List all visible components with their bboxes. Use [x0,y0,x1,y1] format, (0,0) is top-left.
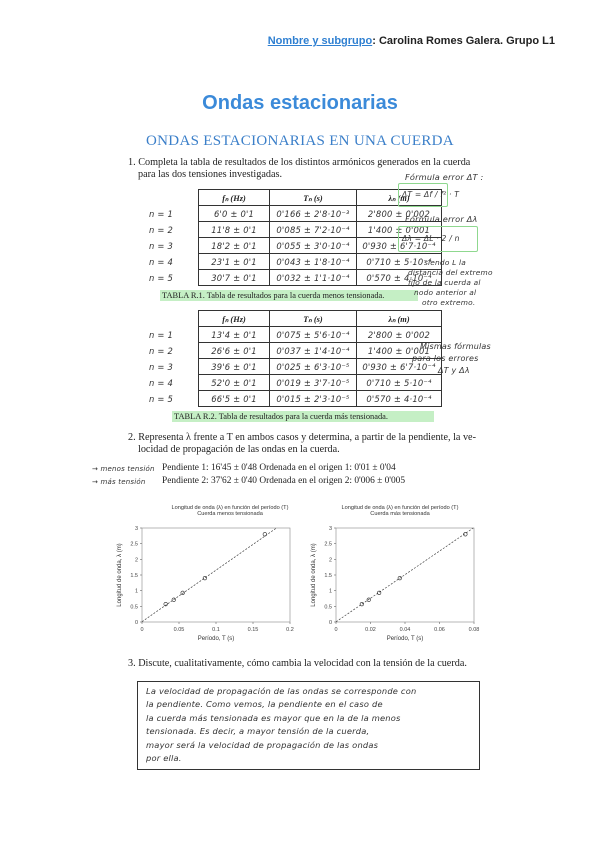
more-tension-tag: → más tensión [92,478,146,486]
question-2-line-2: locidad de propagación de las ondas en la cuerda. [138,444,340,455]
y-tick-label: 1 [328,588,332,595]
period-cell: 0'019 ± 3'7·10⁻⁵ [270,375,357,391]
y-tick-label: 1.5 [130,573,138,579]
y-tick-label: 0 [134,620,138,626]
wavelength-cell: 0'710 ± 5·10⁻⁴ [357,375,442,391]
wavelength-cell: 1'400 ± 0'001 [357,343,442,359]
period-cell: 0'025 ± 6'3·10⁻⁵ [270,359,357,375]
page-title: Ondas estacionarias [202,92,398,114]
error-formula-lambda-label: Fórmula error Δλ [405,214,478,224]
frequency-cell: 39'6 ± 0'1 [199,359,270,375]
chart-1-plot [112,522,302,644]
answer-box [137,681,480,770]
wavelength-cell: 0'710 ± 5·10⁻⁴ [357,254,442,270]
fit-line [336,528,473,622]
wavelength-cell: 0'930 ± 6'7·10⁻⁴ [357,359,442,375]
less-tension-tag: → menos tensión [92,465,155,473]
y-tick-label: 3 [134,526,138,532]
harmonic-label: n = 2 [149,345,173,356]
harmonic-label: n = 2 [149,224,173,235]
plot-frame [142,528,290,622]
distance-note: siendo L la distancia del extremo fijo de la cuerda al nodo anterior al otro extremo. [408,258,493,307]
section-title: ONDAS ESTACIONARIAS EN UNA CUERDA [146,133,454,149]
y-tick-label: 0 [328,620,332,626]
results-table-2 [146,310,442,407]
harmonic-label: n = 4 [149,256,173,267]
wavelength-cell: 2'800 ± 0'002 [357,206,442,222]
x-tick-label: 0 [140,627,144,633]
frequency-cell: 23'1 ± 0'1 [199,254,270,270]
y-tick-label: 3 [328,526,332,532]
error-formula-lambda: Δλ = ΔL · 2 / n [402,234,460,243]
fit-line [142,528,277,622]
slope-2-line: Pendiente 2: 37'62 ± 0'40 Ordenada en el origen 2: 0'006 ± 0'005 [162,476,406,486]
table-row [146,206,442,222]
x-axis-label: Período, T (s) [386,636,424,642]
frequency-cell: 66'5 ± 0'1 [199,391,270,407]
period-cell: 0'166 ± 2'8·10⁻³ [270,206,357,222]
frequency-cell: 13'4 ± 0'1 [199,327,270,343]
answer-text: La velocidad de propagación de las ondas se corresponde con la pendiente. Como vemos, la pendiente en el caso de la cuerda más tensionada es mayor que en la de la menos tensionada. Es decir, a mayor tensión de la cuerda, mayor será la velocidad de propagación de las ondas por ella. [146,686,417,764]
harmonic-label: n = 3 [149,240,173,251]
same-formulas-note: Mismas fórmulas para los errores ΔT y Δλ [412,342,491,375]
column-header-period: Tₙ (s) [270,190,357,206]
table-row [146,375,442,391]
harmonic-label: n = 4 [149,377,173,388]
harmonic-label: n = 3 [149,361,173,372]
x-tick-label: 0.08 [468,627,480,633]
y-tick-label: 0.5 [324,604,332,611]
period-cell: 0'075 ± 5'6·10⁻⁴ [270,327,357,343]
y-axis-label: Longitud de onda, λ (m) [117,543,123,607]
wavelength-cell: 0'570 ± 4·10⁻⁴ [357,391,442,407]
x-tick-label: 0.05 [173,627,185,633]
column-header-frequency: fₙ (Hz) [199,311,270,327]
y-axis-label: Longitud de onda, λ (m) [311,543,317,607]
name-label: Nombre y subgrupo [267,35,373,47]
period-cell: 0'055 ± 3'0·10⁻⁴ [270,238,357,254]
wavelength-cell: 0'570 ± 4·10⁻⁴ [357,270,442,286]
name-value: : Carolina Romes Galera. Grupo L1 [372,35,555,47]
frequency-cell: 18'2 ± 0'1 [199,238,270,254]
x-tick-label: 0.06 [434,627,445,633]
table-2-caption: TABLA R.2. Tabla de resultados para la cuerda más tensionada. [174,412,388,421]
y-tick-label: 1.5 [324,573,332,579]
wavelength-cell: 2'800 ± 0'002 [357,327,442,343]
y-tick-label: 2 [328,557,332,564]
data-point [360,602,364,606]
question-3: 3. Discute, cualitativamente, cómo cambia la velocidad con la tensión de la cuerda. [128,658,467,669]
harmonic-label: n = 1 [149,208,173,219]
slope-1-line: Pendiente 1: 16'45 ± 0'48 Ordenada en el origen 1: 0'01 ± 0'04 [162,463,396,473]
data-point [203,576,207,580]
period-cell: 0'032 ± 1'1·10⁻⁴ [270,270,357,286]
frequency-cell: 26'6 ± 0'1 [199,343,270,359]
table-row [146,343,442,359]
harmonic-label: n = 1 [149,329,173,340]
question-1-line-2: para las dos tensiones investigadas. [138,169,283,180]
frequency-cell: 52'0 ± 0'1 [199,375,270,391]
period-cell: 0'037 ± 1'4·10⁻⁴ [270,343,357,359]
table-header-row [146,311,442,327]
frequency-cell: 30'7 ± 0'1 [199,270,270,286]
table-row [146,327,442,343]
table-row [146,359,442,375]
table-row [146,391,442,407]
question-2 [128,432,488,456]
harmonic-label: n = 5 [149,272,173,283]
column-header-wavelength: λₙ (m) [357,311,442,327]
column-header-frequency: fₙ (Hz) [199,190,270,206]
x-tick-label: 0.15 [247,627,259,633]
x-tick-label: 0.1 [212,627,220,633]
frequency-cell: 6'0 ± 0'1 [199,206,270,222]
harmonic-label: n = 5 [149,393,173,404]
table-row [146,254,442,270]
table-1-caption: TABLA R.1. Tabla de resultados para la cuerda menos tensionada. [162,291,385,300]
question-1-line-1: 1. Completa la tabla de resultados de los distintos armónicos generados en la cuerda [128,157,471,168]
x-tick-label: 0.02 [365,627,376,633]
y-tick-label: 2 [134,557,138,564]
x-tick-label: 0.2 [286,627,294,633]
question-2-line-1: 2. Representa λ frente a T en ambos casos y determina, a partir de la pendiente, la ve- [128,432,476,443]
data-point [263,532,267,536]
x-tick-label: 0.04 [399,627,411,633]
chart-2-plot [306,522,486,644]
student-name-line [0,35,555,47]
period-cell: 0'085 ± 7'2·10⁻⁴ [270,222,357,238]
y-tick-label: 2.5 [130,541,138,548]
period-cell: 0'043 ± 1'8·10⁻⁴ [270,254,357,270]
chart-2-title: Longitud de onda (λ) en función del período (T) Cuerda más tensionada [341,505,459,517]
column-header-wavelength: λₙ (m) [357,190,442,206]
y-tick-label: 1 [134,588,138,595]
x-axis-label: Período, T (s) [197,636,235,642]
wavelength-cell: 1'400 ± 0'001 [357,222,442,238]
y-tick-label: 0.5 [130,604,138,611]
column-header-period: Tₙ (s) [270,311,357,327]
chart-1-title: Longitud de onda (λ) en función del período (T) Cuerda menos tensionada [171,505,289,517]
y-tick-label: 2.5 [324,541,332,548]
frequency-cell: 11'8 ± 0'1 [199,222,270,238]
wavelength-cell: 0'930 ± 6'7·10⁻⁴ [357,238,442,254]
table-row [146,270,442,286]
x-tick-label: 0 [334,627,338,633]
period-cell: 0'015 ± 2'3·10⁻⁵ [270,391,357,407]
error-formula-T: ΔT = Δf / f² · T [402,190,460,199]
error-formula-T-label: Fórmula error ΔT : [405,172,484,182]
